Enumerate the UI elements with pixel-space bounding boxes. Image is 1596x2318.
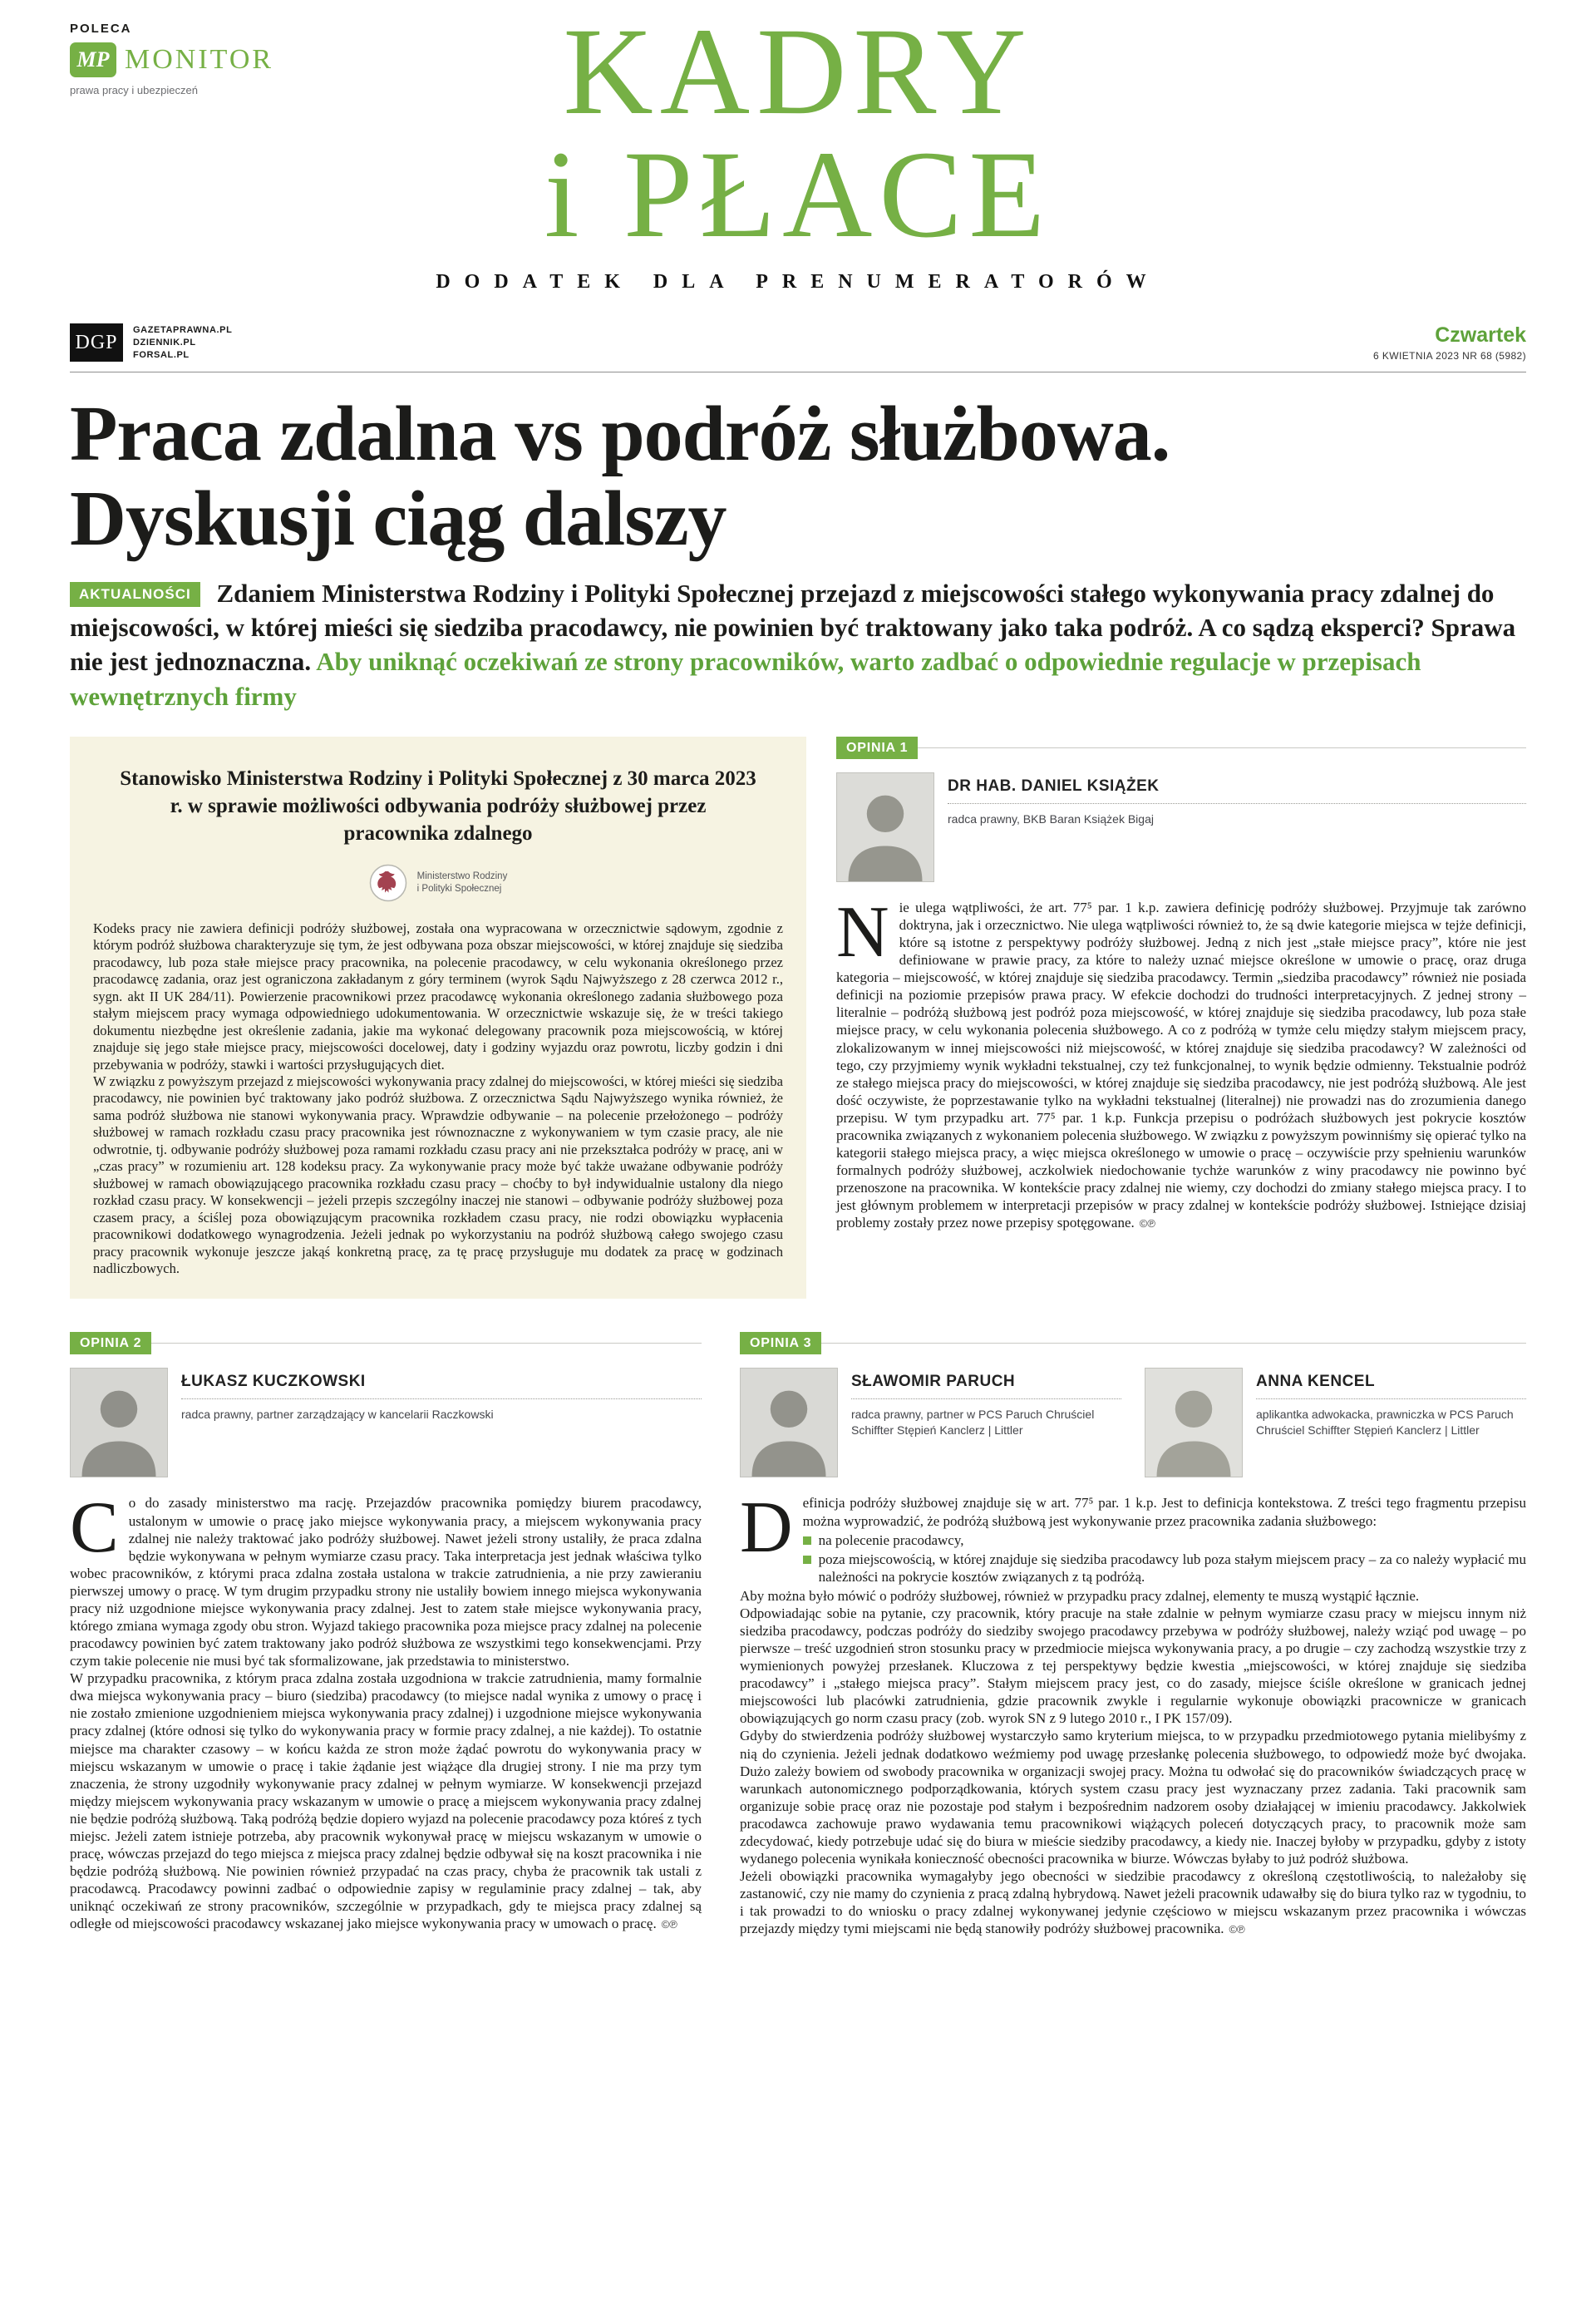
ministry-emblem-label [417,870,508,895]
brand-gazetaprawna: GAZETAPRAWNA.PL [133,324,233,335]
dropcap: N [836,891,889,973]
brand-dziennik: DZIENNIK.PL [133,337,196,348]
headline-line-1: Praca zdalna vs podróż służbowa. [70,391,1170,477]
author-role: radca prawny, partner w PCS Paruch Chruściel Schiffter Stępień Kanclerz | Littler [851,1408,1095,1437]
aktualnosci-tag: AKTUALNOŚCI [70,582,200,607]
opinion-3 [740,1332,1526,1937]
ministry-statement-body [93,920,783,1278]
opinion-paragraph: Gdyby do stwierdzenia podróży służbowej wystarczyło samo kryterium miejsca, to w przypadku przedmiotowego pytania mielibyśmy z nią do czynienia. Jeżeli jednak dodatkowo weźmiemy pod uwagę przesłankę polecenia służbowego, to odpowiedź może być dwojaka. Dużo zależy bowiem od swobody pracownika w organizacji swojej pracy. Można tu odwołać się do pracowników świadczących pracę w warunkach autonomicznego podporządkowania, których system czasu pracy jest wyznaczany przez zadania. Taki pracownik sam organizuje sobie pracę oraz nie pozostaje pod stałym i bezpośrednim nadzorem osoby działającej w imieniu pracodawcy. Jakkolwiek pracodawca zachowuje prawo wydawania temu pracownikowi wiążących poleceń dotyczących pracy, to pracownik może sam zdecydować, kiedy potrzebuje udać się do biura w mieście siedziby pracodawcy, a kiedy nie. Inaczej byłoby w przypadku, gdyby z istoty wydanego polecenia wynikała konieczność obecności pracownika w biurze. Wówczas byłaby to już podróż służbowa. [740,1728,1526,1867]
brand-list [133,324,232,362]
bullet-text: poza miejscowością, w której znajduje się siedziba pracodawcy lub poza stałym miejscem pracy – za co należy wypłacić mu należności na pokrycie kosztów związanych z tą podróżą. [818,1551,1526,1585]
author-info [851,1368,1121,1477]
author-photo [70,1368,168,1477]
author-photo [1145,1368,1243,1477]
copyright-mark: ©℗ [1229,1923,1245,1936]
person-icon [71,1369,167,1477]
author-info [1256,1368,1526,1477]
weekday-label: Czwartek [1435,323,1526,347]
opinion-paragraph [836,891,1526,1231]
mp-logo-icon: MP [70,42,116,77]
author-name: DR HAB. DANIEL KSIĄŻEK [948,777,1526,804]
author-info [181,1368,702,1477]
opinion-1-body [836,891,1526,1231]
copyright-mark: ©℗ [1139,1217,1155,1231]
opinion-2-label: OPINIA 2 [70,1332,151,1354]
lead-paragraph [70,576,1526,713]
ministry-statement-title: Stanowisko Ministerstwa Rodziny i Polityki Społecznej z 30 marca 2023 r. w sprawie możliwości odbywania podróży służbowej przez pracownika zdalnego [120,767,756,845]
opinion-text: efinicja podróży służbowej znajduje się w art. 77⁵ par. 1 k.p. Jest to definicja kontekstowa. Z treści tego fragmentu przepisu można wyprowadzić, że podróżą służbową jest wykonywanie przez pracownika zadania służbowego: [802,1495,1526,1529]
eagle-emblem-icon [369,864,407,902]
bullet-item [803,1551,1526,1586]
opinion-paragraph [740,1867,1526,1937]
ministry-emblem [93,864,783,902]
opinion-1 [836,737,1526,1300]
authors-row [740,1368,1526,1477]
author-block [70,1368,702,1477]
dgp-logo: DGP [70,323,123,362]
author-name: ANNA KENCEL [1256,1373,1526,1399]
bottom-section [70,1332,1526,1937]
opinion-paragraph [70,1487,702,1669]
author-photo [836,772,934,882]
monitor-wordmark: MONITOR [125,44,274,75]
ministry-paragraph: Kodeks pracy nie zawiera definicji podróży służbowej, została ona wypracowana w orzecznictwie sądowym, zgodnie z którym podróż służbowa charakteryzuje się tym, że jest odbywana poza obszar miejscowości, w której znajduje się siedziba pracodawcy, lub poza stałe miejsce pracy pracownika, na polecenie pracodawcy, w celu wykonania określonego przez pracodawcę zadania, oraz jest ograniczona zakładanym z góry terminem (wyrok Sądu Najwyższego z 28 czerwca 2012 r., sygn. akt II UK 284/11). Powierzenie pracownikowi przez pracodawcę wykonania określonego zadania służbowego poza stałym miejscem pracy wymaga odpowiedniego udokumentowania. W orzecznictwie wskazuje się, że w treści takiego dokumentu niezbędne jest określenie zadania, jakie ma wykonać delegowany pracownik poza miejscowością, w której znajduje się jego stałe miejsce pracy, miejscowości docelowej, daty i godziny wyjazdu oraz powrotu, liczby godzin i dni przebywania w podróży, stawki i wartości przysługujących diet. [93,920,783,1073]
author-role: aplikantka adwokacka, prawniczka w PCS Paruch Chruściel Schiffter Stępień Kanclerz | Littler [1256,1408,1514,1437]
dgp-block [70,323,232,362]
top-section [70,737,1526,1300]
lead-text: Zdaniem Ministerstwa Rodziny i Polityki Społecznej przejazd z miejscowości stałego wykonywania pracy zdalnej do miejscowości, w której mieści się siedziba pracodawcy, nie powinien być traktowany jako taka podróż. A co sądzą eksperci? Sprawa nie jest jednoznaczna. [70,579,1516,677]
opinion-2-header [70,1332,702,1354]
opinion-text: ie ulega wątpliwości, że art. 77⁵ par. 1 k.p. zawiera definicję podróży służbowej. Przyjmuje tak zarówno doktryna, jak i orzecznictwo. Nie ulega wątpliwości również to, że są dwie kategorie miejsca w tejże definicji, które są istotne z perspektywy podróży służbowej. Jedną z nich jest „stałe miejsce pracy”, które nie jest definiowane w prawie pracy, za które to należy uznać miejsce określone w umowie o pracę, oraz druga kategoria – miejscowość, w której znajduje się siedziba pracodawcy. Termin „siedziba pracodawcy” również nie posiada definicji na poziomie przepisów prawa pracy. W efekcie dochodzi do trudności interpretacyjnych. Z jednej strony – literalnie – podróżą służbową jest podróż poza miejscowość, w której znajduje się siedziba pracodawcy, lub poza stałe miejsce pracy, w celu wykonania polecenia służbowego. A co z podróżą w tymże celu między stałym miejscem pracy, zlokalizowanym w innej miejscowości niż miejscowość, w której znajduje się siedziba pracodawcy? W zależności od tego, czy przyjmiemy wynik wykładni tekstualnej, czy też funkcjonalnej, to wynik będzie odmienny. Tekstualnie podróż ze stałego miejsca pracy do miejscowości, w której znajduje się siedziba pracodawcy, nie jest podróżą służbową. Ale jest dość oczywiste, że poprzestawanie tylko na wykładni tekstualnej (literalnej) nie prowadzi nas do zrozumienia danego przepisu. W tym przypadku art. 77⁵ par. 1 k.p. Funkcja przepisu o podróżach służbowych jest pokrycie kosztów pracownika związanych z wykonaniem polecenia służbowego. W związku z powyższym powinniśmy się opierać tylko na kategorii stałego miejsca pracy, a więc miejsca określonego w umowie o pracę – oczywiście przy spełnieniu warunków formalnych podróży służbowej, aczkolwiek niedochowanie tychże warunków z winy pracodawcy nie powinno być przenoszone na pracownika. W kontekście pracy zdalnej nie wiemy, czy dochodzi do zmiany stałego miejsca pracy. I to jest głównym problemem w interpretacji przepisów w pracy zdalnej w kontekście podróży służbowej. Istniejące dzisiaj problemy zostały przez nowe przepisy spotęgowane. [836,899,1526,1231]
bullet-square-icon [803,1556,811,1564]
divider-line [821,1343,1526,1344]
monitor-subtitle: prawa pracy i ubezpieczeń [70,84,198,96]
author-block [1145,1368,1526,1477]
opinion-text: W przypadku pracownika, z którym praca zdalna została uzgodniona w trakcie zatrudnienia, mamy formalnie dwa miejsca wykonywania pracy – biuro (siedziba) pracodawcy (to miejsce nadal wynika z umowy o pracę i nie zostało zmienione uzgodnieniem miejsca wykonywania pracy zdalnej) i uzgodnione miejsce wykonywania pracy zdalnej (które odnosi się tylko do wykonywania pracy w formie pracy zdalnej, a nie każdej). To ostatnie miejsce ma charakter czasowy – w końcu każda ze stron może żądać powrotu do wykonywania pracy w miejscu wskazanym w umowie o pracę i takie żądanie jest wiążące dla drugiej strony. I nie ma przy tym znaczenia, że strony uzgodniły wykonywanie pracy zdalnej w pełnym wymiarze. W konsekwencji przejazd między miejscem wykonywania pracy wskazanym w umowie o pracę a miejscem wykonywania pracy zdalnej nie będzie podróżą służbową. Taką podróżą będzie dopiero wyjazd na polecenie pracodawcy poza któreś z tych miejsc. Jeżeli zatem istnieje potrzeba, aby pracownik wykonywał pracę w miejscu wskazanym w umowie o pracę, wówczas przejazd do tego miejsca z miejsca pracy zdalnej będzie odbywał się na koszt pracownika i nie będzie podróżą służbową. Nie powinien również przypadać na czas pracy, chyba że pracownik tak ustali z pracodawcą. Pracodawcy powinni zadbać o odpowiednie zapisy w regulaminie pracy zdalnej – tak, aby uniknąć oczekiwań ze strony pracowników, szczególnie w przypadkach, gdy te miejsca pracy zdalnej są odległe od miejscowości pracodawcy wskazanej jako miejsce wykonywania pracy w umowach o pracę. [70,1670,702,1932]
bullet-square-icon [803,1536,811,1545]
bullet-text: na polecenie pracodawcy, [818,1531,964,1548]
copyright-mark: ©℗ [661,1918,677,1931]
issue-date: 6 KWIETNIA 2023 NR 68 (5982) [1373,350,1526,362]
dropcap: D [740,1487,793,1569]
supplement-subtitle: DODATEK DLA PRENUMERATORÓW [436,271,1160,293]
divider-line [918,747,1526,748]
supplement-title-line-1: KADRY [563,2,1033,141]
opinion-text: Jeżeli obowiązki pracownika wymagałyby jego obecności w siedzibie pracodawcy z określoną częstotliwością, to należałoby się zastanowić, czy nie mamy do czynienia z pracą zdalną hybrydową. Nawet jeżeli pracownik udawałby się do biura tylko raz w tygodniu, to i tak prowadzi to do wniosku o pracy zdalnej wykonywanej jedynie częściowo w miejscu wskazanym przez pracownika i wówczas przejazdy między tymi miejscami nie będą stanowiły podróży służbowej pracownika. [740,1868,1526,1937]
opinion-paragraph: Aby można było mówić o podróży służbowej, również w przypadku pracy zdalnej, elementy te muszą wystąpić łącznie. [740,1587,1420,1604]
ministry-name-line-2: i Polityki Społecznej [416,883,502,894]
person-icon [741,1369,837,1477]
opinion-paragraph: Odpowiadając sobie na pytanie, czy pracownik, który pracuje na stałe zdalnie w pełnym wymiarze czasu pracy w miejscu innym niż siedziba pracodawcy, podczas podróży do siedziby swojego pracodawcy przebywa w podróży służbowej, należy wziąć pod uwagę – po pierwsze – treść uzgodnień stron stosunku pracy w przedmiocie miejsca wykonywania pracy, a po drugie – czy zachodzą wszystkie trzy z wymienionych powyżej przesłanek. Kluczowa z tej perspektywy będzie kwestia „miejscowości, w której znajduje się siedziba pracodawcy” i „stałego miejsca pracy”. Stałym miejscem pracy jest, co do zasady, miejsce ściśle określone w granicach jednej miejscowości lub placówki zatrudnienia, gdzie pracownik zwykle i regularnie wykonuje obowiązki pracownicze w granicach obowiązujących go norm czasu pracy (zob. wyrok SN z 9 lutego 2010 r., I PK 157/09). [740,1605,1526,1727]
opinion-1-header [836,737,1526,759]
author-role: radca prawny, BKB Baran Książek Bigaj [948,811,1154,826]
supplement-title-block [70,2,1526,293]
author-block [836,772,1526,882]
poleca-label: POLECA [70,22,132,36]
author-block [740,1368,1121,1477]
dropcap: C [70,1487,119,1569]
opinion-2 [70,1332,702,1937]
ministry-paragraph: W związku z powyższym przejazd z miejscowości wykonywania pracy zdalnej do miejscowości, w której mieści się siedziba pracodawcy, nie powinien być traktowany jako podróż służbowa. Z orzecznictwa Sądu Najwyższego wynika również, że sama podróż służbowa nie stanowi wykonywania pracy. Wprawdzie odbywanie – na polecenie przełożonego – podróży służbowej w ramach rozkładu czasu pracy pracownika jest równoznaczne z wykonywaniem w tym czasie pracy, ale nie odwrotnie, tj. odbywanie podróży służbowej poza ramami rozkładu czasu pracy ani nie przekształca podróży w pracę, ani w „czas pracy” w rozumieniu art. 128 kodeksu pracy. Za wykonywanie pracy może być także uważane odbywanie podróży służbowej w ramach obowiązującego pracownika rozkładu czasu pracy – choćby to był indywidualnie ustalony dla niego rozkład czasu pracy. W konsekwencji – jeżeli przepis szczególny inaczej nie stanowi – odbywanie podróży służbowej poza czasem pracy, a ściślej poza obowiązującym pracownika rozkładem czasu pracy, nie rodzi obowiązku wypłacenia pracownikowi dodatkowego wynagrodzenia. Jeżeli jednak po wykorzystaniu na podróż służbową całego swojego czasu pracy pracownik wykonuje jeszcze jakąś konkretną pracę, za tę pracę przysługuje mu dodatek za pracę w godzinach nadliczbowych. [93,1073,783,1276]
author-photo [740,1368,838,1477]
author-info [948,772,1526,882]
opinion-2-body [70,1487,702,1932]
ministry-name-line-1: Ministerstwo Rodziny [416,870,508,881]
headline-line-2: Dyskusji ciąg dalszy [70,475,727,562]
opinion-3-header [740,1332,1526,1354]
opinion-3-label: OPINIA 3 [740,1332,821,1354]
supplement-title-line-2: i PŁACE [544,126,1052,264]
author-role: radca prawny, partner zarządzający w kancelarii Raczkowski [181,1408,494,1422]
lead-text-highlight: Aby uniknąć oczekiwań ze strony pracowników, warto zadbać o odpowiednie regulacje w przepisach wewnętrznych firmy [70,647,1421,711]
person-icon [837,773,933,881]
issue-info [1373,323,1526,362]
bullet-item [803,1531,1526,1549]
ministry-statement-box [70,737,806,1300]
author-name: ŁUKASZ KUCZKOWSKI [181,1373,702,1399]
masthead [70,0,1526,372]
brand-forsal: FORSAL.PL [133,349,190,360]
divider-line [151,1343,702,1344]
headline [70,392,1526,561]
opinion-text: o do zasady ministerstwo ma rację. Przejazdów pracownika pomiędzy biurem pracodawcy, ustalonym w umowie o pracę jako miejsce wykonywania pracy, a miejscem wykonywania pracy zdalnej nie należy traktować jako podróży służbowej. Nawet jeżeli strony ustaliły, że praca zdalna będzie wykonywana w pełnym wymiarze czasu pracy. Taka interpretacja jest jednak właściwa tylko wobec pracowników, z którymi praca zdalna została ustalona w trakcie zatrudnienia, a nie przy zawieraniu pierwszej umowy o pracę. W tym drugim przypadku strony nie ustaliły bowiem innego miejsca wykonywania pracy niż uzgodnione miejsce wykonywania pracy zdalnej. Jest to zatem stałe miejsce wykonywania pracy, którego zmiana wymaga zgody obu stron. Wyjazd takiego pracownika poza miejsce pracy zdalnej na polecenie pracodawcy powinien być zatem traktowany jako podróż służbowa ze wszystkimi tego konsekwencjami. Przy czym takie polecenie nie musi być tak sformalizowane, jak przedstawia to ministerstwo. [70,1495,702,1669]
opinion-paragraph [70,1669,702,1932]
person-icon [1145,1369,1242,1477]
opinion-3-body [740,1487,1526,1937]
author-name: SŁAWOMIR PARUCH [851,1373,1121,1399]
opinion-1-label: OPINIA 1 [836,737,918,759]
